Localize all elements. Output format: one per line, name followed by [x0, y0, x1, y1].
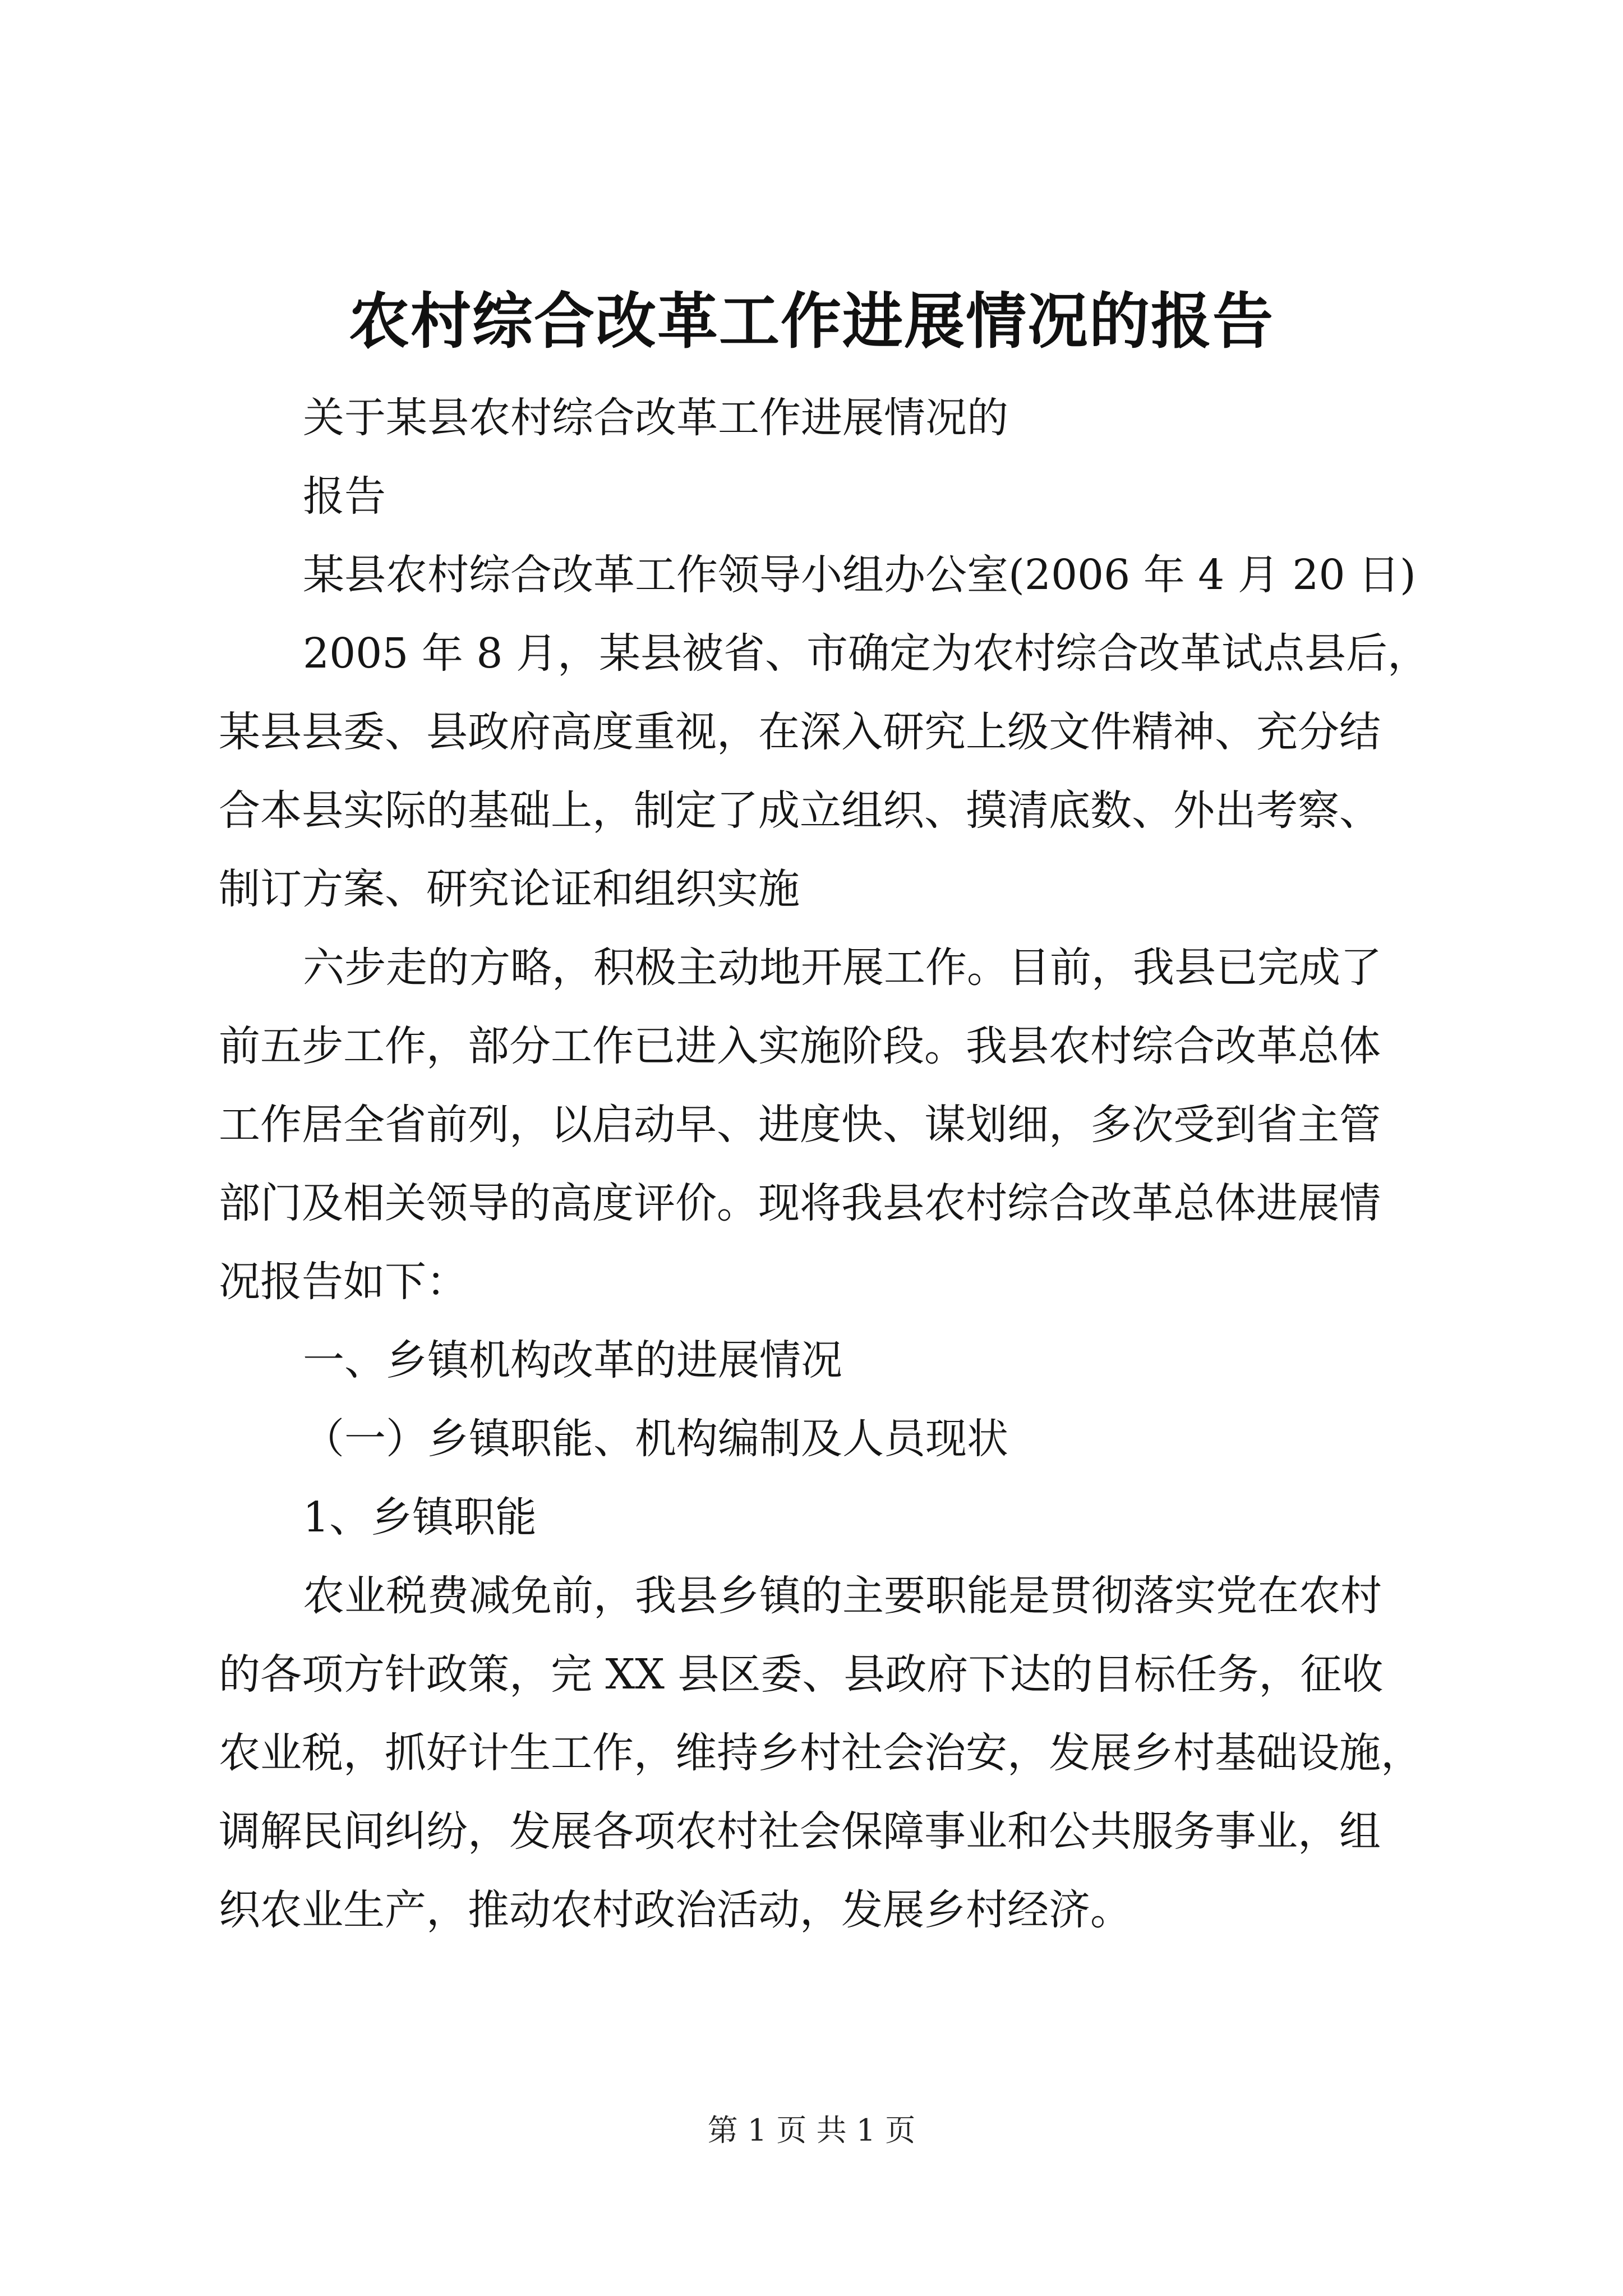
subtitle-line-2: 报告 — [303, 472, 386, 521]
subtitle-line-1: 关于某县农村综合改革工作进展情况的 — [303, 394, 1008, 442]
body-line: 况报告如下： — [219, 1258, 468, 1306]
body-line: 织农业生产，推动农村政治活动，发展乡村经济。 — [219, 1886, 1132, 1934]
page-footer: 第 1 页 共 1 页 — [707, 2113, 916, 2148]
section-heading: 一、乡镇机构改革的进展情况 — [303, 1336, 842, 1384]
body-line: 制订方案、研究论证和组织实施 — [219, 865, 800, 913]
item-heading: 1、乡镇职能 — [303, 1493, 537, 1542]
body-line: 的各项方针政策，完 XX 县区委、县政府下达的目标任务，征收 — [219, 1650, 1384, 1699]
body-line: 部门及相关领导的高度评价。现将我县农村综合改革总体进展情 — [219, 1179, 1381, 1227]
body-line: 合本县实际的基础上，制定了成立组织、摸清底数、外出考察、 — [219, 786, 1381, 835]
body-line: 六步走的方略，积极主动地开展工作。目前，我县已完成了 — [303, 944, 1382, 992]
body-line: 2005 年 8 月，某县被省、市确定为农村综合改革试点县后， — [303, 629, 1429, 678]
subsection-heading: （一）乡镇职能、机构编制及人员现状 — [303, 1415, 1008, 1463]
body-line: 农业税，抓好计生工作，维持乡村社会治安，发展乡村基础设施， — [219, 1729, 1422, 1777]
document-title: 农村综合改革工作进展情况的报告 — [348, 286, 1274, 357]
issuer-line: 某县农村综合改革工作领导小组办公室(2006 年 4 月 20 日) — [303, 551, 1416, 599]
body-line: 前五步工作，部分工作已进入实施阶段。我县农村综合改革总体 — [219, 1022, 1381, 1070]
body-line: 工作居全省前列，以启动早、进度快、谋划细，多次受到省主管 — [219, 1101, 1381, 1149]
body-line: 某县县委、县政府高度重视，在深入研究上级文件精神、充分结 — [219, 708, 1381, 756]
body-line: 调解民间纠纷，发展各项农村社会保障事业和公共服务事业，组 — [219, 1807, 1381, 1856]
body-line: 农业税费减免前，我县乡镇的主要职能是贯彻落实党在农村 — [303, 1572, 1382, 1620]
